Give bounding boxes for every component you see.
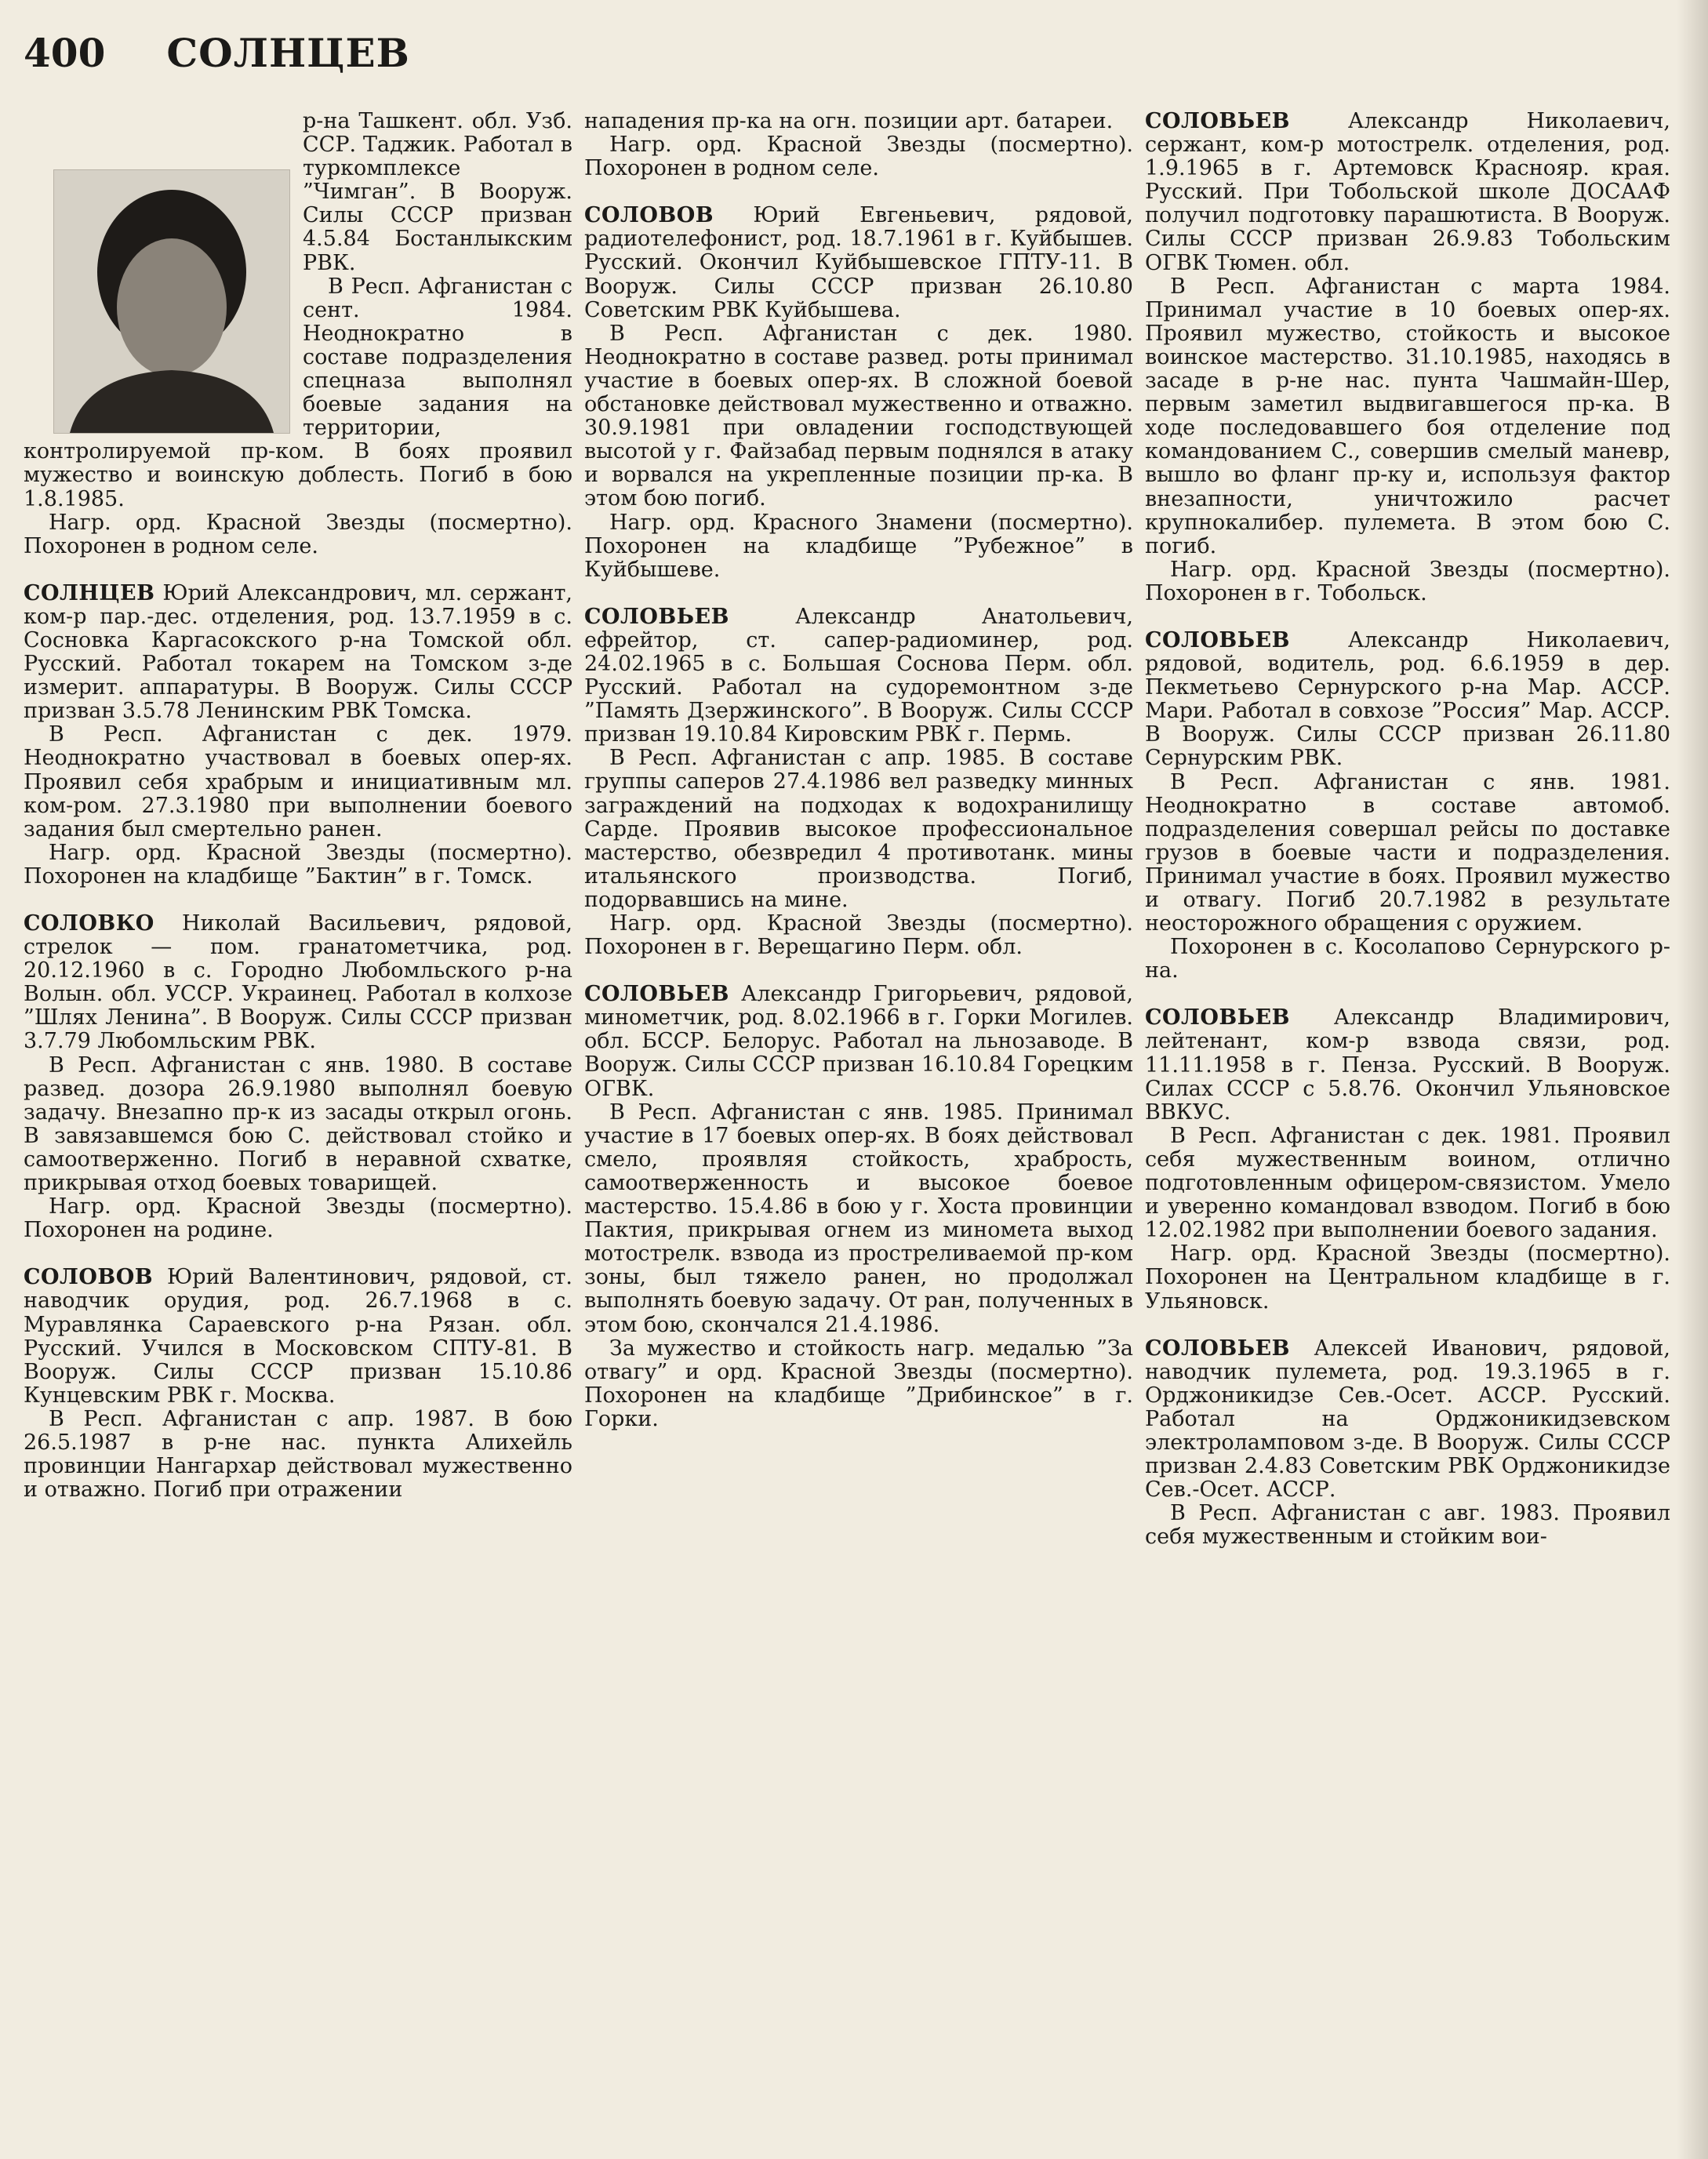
entry-header: [24, 582, 572, 724]
entry-header: [584, 605, 1133, 747]
entry-award: Нагр. орд. Красного Знамени (посмертно). Похоронен на кладбище ”Рубежное” в Куйбышеве.: [584, 510, 1133, 582]
entry-soloviev-aleksandr-n-2: [1145, 629, 1670, 983]
entry-solntsev: [24, 582, 572, 889]
entry-soloviev-aleksei-i: [1145, 1337, 1670, 1550]
portrait-icon: [54, 170, 289, 433]
entry-header: [24, 912, 572, 1054]
running-head: [24, 30, 410, 93]
entry-body: Юрий Евгеньевич, рядовой, радиотелефонист, род. 18.7.1961 в г. Куйбышев. Русский. Окончил Куйбышевское ГПТУ-11. В Вооруж. Силы СССР призван 26.10.80 Советским РВК Куйбышева.: [584, 203, 1133, 322]
entry-award: Нагр. орд. Красной Звезды (посмертно). Похоронен в родном селе.: [24, 510, 572, 558]
entry-continued: [584, 110, 1133, 180]
entry-body: Юрий Александрович, мл. сержант, ком-р пар.-дес. отделения, род. 13.7.1959 в с. Сосновка Каргасокского р-на Томской обл. Русский. Работал токарем на Томском з-де измерит. аппаратуры. В Вооруж. Силы СССР призван 3.5.78 Ленинским РВК Томска.: [24, 580, 572, 724]
entry-header: [584, 983, 1133, 1100]
entry-header: [24, 1266, 572, 1408]
entry-afghan: В Респ. Афганистан с янв. 1980. В составе развед. дозора 26.9.1980 выполнял боевую задачу. Внезапно пр-к из засады открыл огонь. В завязавшемся бою С. действовал стойко и самоотверженно. Погиб в неравной схватке, прикрывая отход боевых товарищей.: [24, 1052, 572, 1196]
entry-afghan: В Респ. Афганистан с апр. 1987. В бою 26.5.1987 в р-не нас. пункта Алихейль провинции Нангархар действовал мужественно и отважно. Погиб при отражении: [24, 1406, 572, 1503]
entry-solovov-yuri-e: [584, 204, 1133, 582]
entry-afghan: В Респ. Афганистан с сент. 1984. Неоднократно в составе подразделения спецназа выполнял боевые задания на территории, контролируемой пр-ком. В боях проявил мужество и воинскую доблесть. Погиб в бою 1.8.1985.: [24, 274, 572, 511]
portrait-photo: [53, 169, 290, 434]
entry-header: [1145, 1006, 1670, 1124]
entry-surname: СОЛОВЬЕВ: [1145, 627, 1290, 652]
entry-afghan: В Респ. Афганистан с янв. 1981. Неоднократно в составе автомоб. подразделения совершал рейсы по доставке грузов в боевые части и подразделения. Принимал участие в боях. Проявил мужество и отвагу. Погиб 20.7.1982 в результате неосторожного обращения с оружием.: [1145, 769, 1670, 936]
entry-body: Юрий Валентинович, рядовой, ст. наводчик орудия, род. 26.7.1968 в с. Муравлянка Сараевского р-на Рязан. обл. Русский. Учился в Московском СПТУ-81. В Вооруж. Силы СССР призван 15.10.86 Кунцевским РВК г. Москва.: [24, 1265, 572, 1408]
entry-afghan: В Респ. Афганистан с дек. 1981. Проявил себя мужественным воином, отлично подготовленным офицером-связистом. Умело и уверенно командовал взводом. Погиб в бою 12.02.1982 при выполнении боевого задания.: [1145, 1123, 1670, 1243]
entry-soloviev-aleksandr-a: [584, 605, 1133, 959]
entry-header: [1145, 110, 1670, 275]
entry-afghan: В Респ. Афганистан с дек. 1979. Неоднократно участвовал в боевых опер-ях. Проявил себя храбрым и инициативным мл. ком-ром. 27.3.1980 при выполнении боевого задания был смертельно ранен.: [24, 722, 572, 841]
entry-header: [1145, 1337, 1670, 1503]
entry-body: Александр Григорьевич, рядовой, минометчик, род. 8.02.1966 в г. Горки Могилев. обл. БССР. Белорус. Работал на льнозаводе. В Вооруж. Силы СССР призван 16.10.84 Горецким ОГВК.: [584, 982, 1133, 1101]
entry-surname: СОЛОВЬЕВ: [1145, 110, 1290, 133]
entry-surname: СОЛОВОВ: [584, 203, 714, 228]
entry-soloviev-aleksandr-v: [1145, 1006, 1670, 1313]
entry-header: [584, 204, 1133, 322]
entry-solovov-yuri-v: [24, 1266, 572, 1502]
entry-surname: СОЛОВЬЕВ: [584, 604, 729, 629]
entry-continued: [24, 110, 572, 558]
entry-body: р-на Ташкент. обл. Узб. ССР. Таджик. Работал в туркомплексе ”Чимган”. В Вооруж. Силы СССР призван 4.5.84 Бостанлыкским РВК.: [303, 110, 572, 275]
entry-surname: СОЛОВЬЕВ: [584, 982, 729, 1007]
entry-award: Нагр. орд. Красной Звезды (посмертно). Похоронен на кладбище ”Бактин” в г. Томск.: [24, 840, 572, 889]
entry-surname: СОЛОВОВ: [24, 1265, 154, 1290]
page-number: 400: [24, 30, 106, 76]
entry-solovko: [24, 912, 572, 1242]
entry-body: Александр Николаевич, рядовой, водитель, род. 6.6.1959 в дер. Пекметьево Сернурского р-на Мар. АССР. Мари. Работал в совхозе ”Россия” Мар. АССР. В Вооруж. Силы СССР призван 26.11.80 Сернурским РВК.: [1145, 627, 1670, 771]
column-2: [584, 110, 1133, 2149]
entry-award: Нагр. орд. Красной Звезды (посмертно). Похоронен в г. Тобольск.: [1145, 557, 1670, 605]
entry-afghan: В Респ. Афганистан с апр. 1985. В составе группы саперов 27.4.1986 вел разведку минных заграждений на подходах к водохранилищу Сарде. Проявив высокое профессиональное мастерство, обезвредил 4 противотанк. мины итальянского производства. Погиб, подорвавшись на мине.: [584, 746, 1133, 912]
entry-award: За мужество и стойкость нагр. медалью ”За отвагу” и орд. Красной Звезды (посмертно). Похоронен на кладбище ”Дрибинское” в г. Горки.: [584, 1336, 1133, 1431]
entry-body: нападения пр-ка на огн. позиции арт. батареи.: [584, 110, 1114, 133]
entry-surname: СОЛНЦЕВ: [24, 580, 155, 605]
entry-afghan: В Респ. Афганистан с авг. 1983. Проявил себя мужественным и стойким вои-: [1145, 1501, 1670, 1550]
entry-afghan: В Респ. Афганистан с марта 1984. Принимал участие в 10 боевых опер-ях. Проявил мужество, стойкость и высокое воинское мастерство. 31.10.1985, находясь в засаде в р-не нас. пунта Чашмайн-Шер, первым заметил выдвигавшегося пр-ка. В ходе последовавшего боя отделение под командованием С., совершив смелый маневр, вышло во фланг пр-ку и, используя фактор внезапности, уничтожило расчет крупнокалибер. пулемета. В этом бою С. погиб.: [1145, 274, 1670, 558]
entry-award: Нагр. орд. Красной Звезды (посмертно). Похоронен в родном селе.: [584, 133, 1133, 181]
entry-surname: СОЛОВКО: [24, 911, 154, 936]
entry-award: Похоронен в с. Косолапово Сернурского р-на.: [1145, 935, 1670, 983]
entry-header: [1145, 629, 1670, 771]
entry-soloviev-aleksandr-g: [584, 983, 1133, 1431]
entry-surname: СОЛОВЬЕВ: [1145, 1336, 1290, 1361]
entry-body: Александр Николаевич, сержант, ком-р мотострелк. отделения, род. 1.9.1965 в г. Артемовск Краснояр. края. Русский. При Тобольской школе ДОСААФ получил подготовку парашютиста. В Вооруж. Силы СССР призван 26.9.83 Тобольским ОГВК Тюмен. обл.: [1145, 110, 1670, 275]
entry-award: Нагр. орд. Красной Звезды (посмертно). Похоронен на Центральном кладбище в г. Ульяновск.: [1145, 1241, 1670, 1314]
column-3: [1145, 110, 1670, 2149]
page-edge-shadow: [1677, 0, 1708, 2159]
entry-award: Нагр. орд. Красной Звезды (посмертно). Похоронен в г. Верещагино Перм. обл.: [584, 911, 1133, 960]
running-title: СОЛНЦЕВ: [166, 30, 410, 76]
entry-body: Александр Анатольевич, ефрейтор, ст. сапер-радиоминер, род. 24.02.1965 в с. Большая Соснова Перм. обл. Русский. Работал на судоремонтном з-де ”Память Дзержинского”. В Вооруж. Силы СССР призван 19.10.84 Кировским РВК г. Пермь.: [584, 604, 1133, 747]
entry-body: Николай Васильевич, рядовой, стрелок — пом. гранатометчика, род. 20.12.1960 в с. Городно Любомльского р-на Волын. обл. УССР. Украинец. Работал в колхозе ”Шлях Ленина”. В Вооруж. Силы СССР призван 3.7.79 Любомльским РВК.: [24, 911, 572, 1054]
entry-body: Александр Владимирович, лейтенант, ком-р взвода связи, род. 11.11.1958 в г. Пенза. Русский. В Вооруж. Силах СССР с 5.8.76. Окончил Ульяновское ВВКУС.: [1145, 1005, 1670, 1125]
entry-award: Нагр. орд. Красной Звезды (посмертно). Похоронен на родине.: [24, 1194, 572, 1243]
entry-afghan: В Респ. Афганистан с дек. 1980. Неоднократно в составе развед. роты принимал участие в боевых опер-ях. В сложной боевой обстановке действовал мужественно и отважно. 30.9.1981 при овладении господствующей высотой у г. Файзабад первым поднялся в атаку и ворвался на укрепленные позиции пр-ка. В этом бою погиб.: [584, 321, 1133, 511]
entry-body: Алексей Иванович, рядовой, наводчик пулемета, род. 19.3.1965 в г. Орджоникидзе Сев.-Осет. АССР. Русский. Работал на Орджоникидзевском электроламповом з-де. В Вооруж. Силы СССР призван 2.4.83 Советским РВК Орджоникидзе Сев.-Осет. АССР.: [1145, 1336, 1670, 1503]
entry-afghan: В Респ. Афганистан с янв. 1985. Принимал участие в 17 боевых опер-ях. В боях действовал смело, проявляя стойкость, храбрость, самоотверженность и высокое боевое мастерство. 15.4.86 в бою у г. Хоста провинции Пактия, прикрывая огнем из миномета выход мотострелк. взвода из простреливаемой пр-ком зоны, был тяжело ранен, но продолжал выполнять боевую задачу. От ран, полученных в этом бою, скончался 21.4.1986.: [584, 1099, 1133, 1337]
entry-surname: СОЛОВЬЕВ: [1145, 1005, 1290, 1030]
column-1: [24, 110, 572, 2149]
entry-soloviev-aleksandr-n-1: [1145, 110, 1670, 605]
